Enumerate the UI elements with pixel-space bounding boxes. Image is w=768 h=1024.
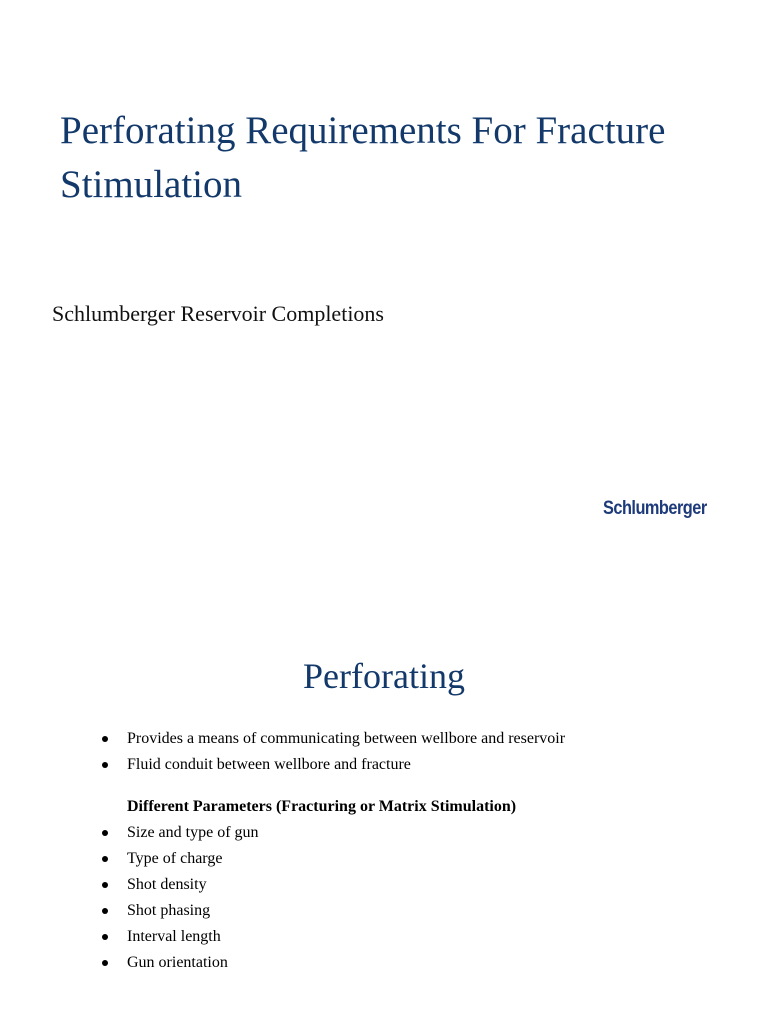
- slide-heading: Perforating: [303, 656, 465, 696]
- purpose-list: [100, 726, 565, 778]
- schlumberger-logo: Schlumberger: [603, 498, 707, 519]
- parameters-list: [100, 820, 259, 976]
- list-item: Provides a means of communicating between wellbore and reservoir: [100, 726, 565, 752]
- list-item: Fluid conduit between wellbore and fracture: [100, 752, 565, 778]
- list-item: Size and type of gun: [100, 820, 259, 846]
- list-item: Gun orientation: [100, 950, 259, 976]
- list-item: Interval length: [100, 924, 259, 950]
- slide-title: Perforating Requirements For Fracture Stimulation: [60, 109, 666, 206]
- list-item: Shot density: [100, 872, 259, 898]
- list-item: Type of charge: [100, 846, 259, 872]
- slide-subtitle: Schlumberger Reservoir Completions: [52, 301, 384, 326]
- parameters-subheading: Different Parameters (Fracturing or Matrix Stimulation): [127, 798, 517, 815]
- perforating-slide: [0, 612, 768, 1024]
- list-item: Shot phasing: [100, 898, 259, 924]
